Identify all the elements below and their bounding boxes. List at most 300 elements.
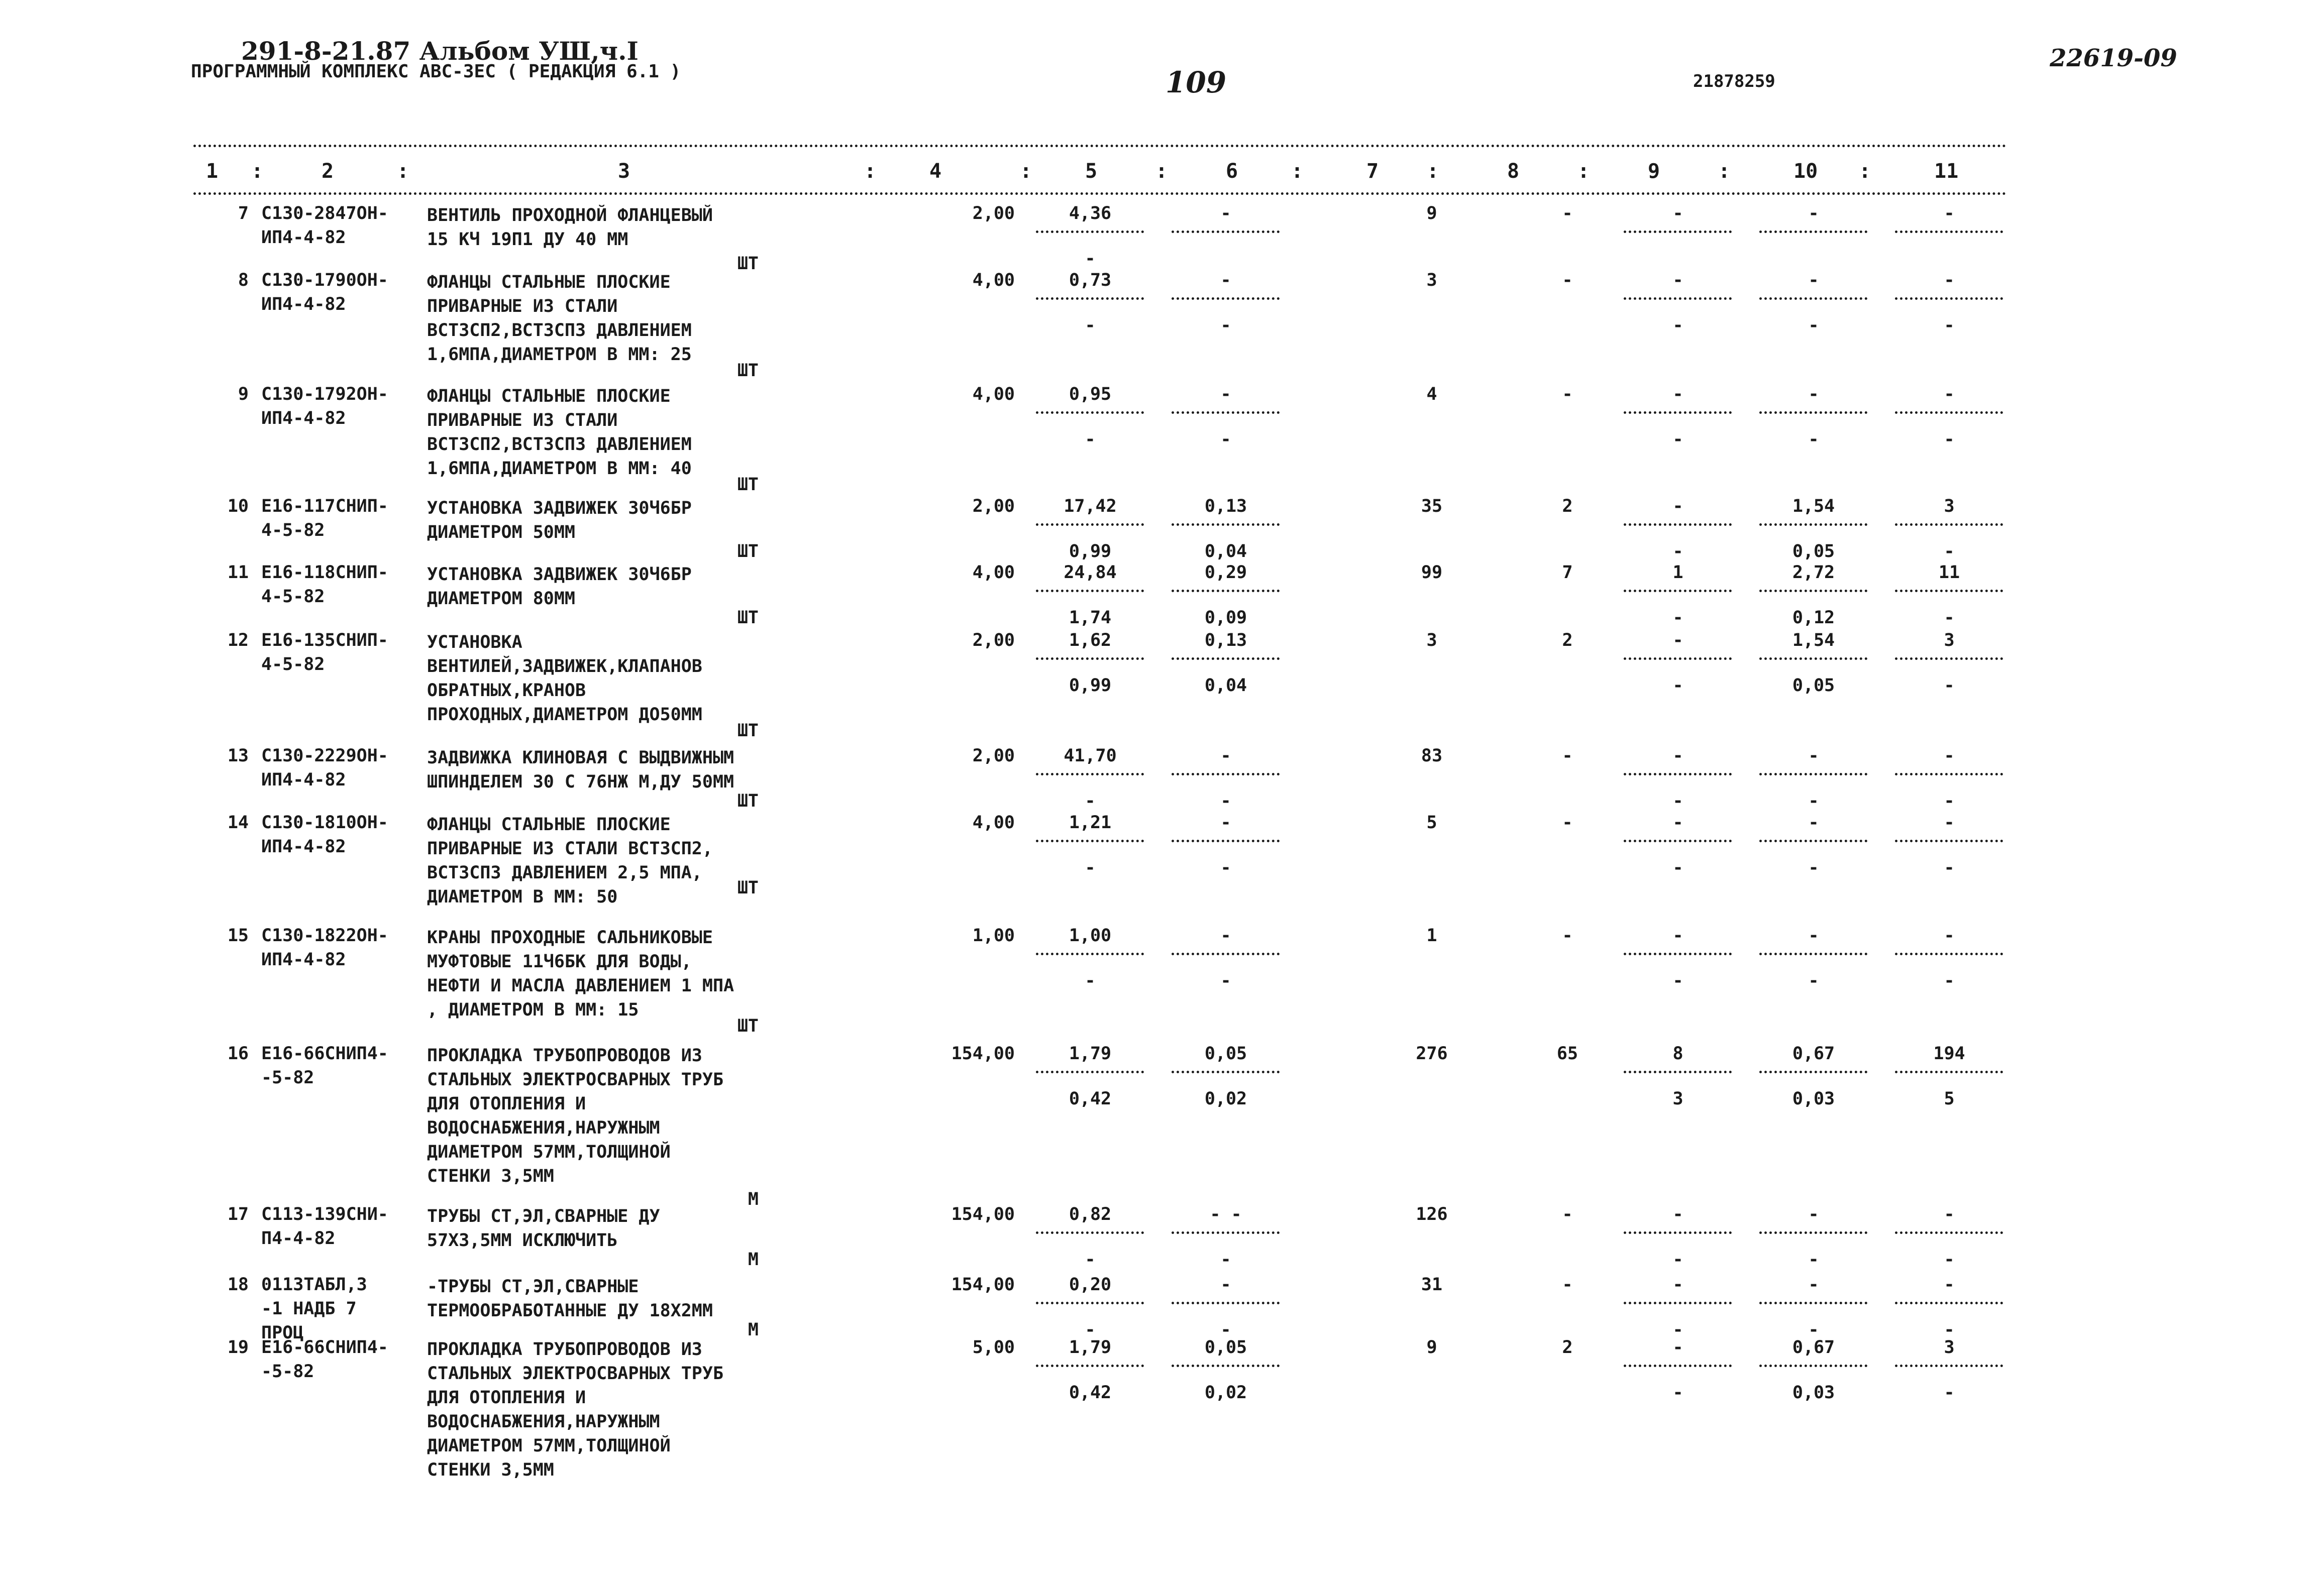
item-c10-bottom: 0,05 bbox=[1792, 675, 1835, 696]
item-c11-top: - bbox=[1944, 203, 1955, 223]
col-separator: : bbox=[1577, 160, 1590, 183]
item-c10-bottom: - bbox=[1808, 1320, 1819, 1340]
item-c8: - bbox=[1562, 270, 1573, 290]
col-header-5: 5 bbox=[1085, 160, 1098, 183]
cell-divider-line bbox=[1895, 523, 2003, 526]
item-c6-bottom: 0,04 bbox=[1204, 675, 1247, 696]
item-c11-top: - bbox=[1944, 813, 1955, 833]
cell-divider-line bbox=[1759, 1231, 1867, 1234]
item-number: 18 bbox=[227, 1275, 249, 1295]
item-c11-bottom: - bbox=[1944, 1383, 1955, 1403]
cell-divider-line bbox=[1624, 1365, 1732, 1367]
item-c10-bottom: 0,03 bbox=[1792, 1383, 1835, 1403]
item-c10-top: - bbox=[1808, 746, 1819, 766]
item-c5-bottom: - bbox=[1085, 429, 1096, 449]
item-c11-bottom: - bbox=[1944, 429, 1955, 449]
cell-divider-line bbox=[1172, 297, 1280, 300]
item-c9-top: - bbox=[1672, 1204, 1683, 1224]
cell-divider-line bbox=[1036, 1302, 1144, 1304]
item-c8: - bbox=[1562, 813, 1573, 833]
item-c6-top: - bbox=[1220, 270, 1231, 290]
cell-divider-line bbox=[1036, 953, 1144, 955]
item-c6-bottom: - bbox=[1220, 791, 1231, 811]
item-c9-top: - bbox=[1672, 926, 1683, 946]
item-unit: ШТ bbox=[737, 254, 759, 274]
item-c9-top: - bbox=[1672, 203, 1683, 223]
cell-divider-line bbox=[1624, 953, 1732, 955]
item-c11-bottom: - bbox=[1944, 1320, 1955, 1340]
item-c11-bottom: - bbox=[1944, 791, 1955, 811]
handwritten-stamp-number: 22619-09 bbox=[2050, 44, 2177, 72]
cell-divider-line bbox=[1895, 231, 2003, 233]
cell-divider-line bbox=[1036, 840, 1144, 842]
item-c11-top: - bbox=[1944, 746, 1955, 766]
item-c5-top: 1,00 bbox=[1069, 926, 1112, 946]
item-quantity: 4,00 bbox=[972, 384, 1015, 404]
item-c5-top: 1,62 bbox=[1069, 630, 1112, 650]
item-c11-bottom: 5 bbox=[1944, 1089, 1955, 1109]
cell-divider-line bbox=[1172, 590, 1280, 592]
item-c10-top: - bbox=[1808, 1275, 1819, 1295]
item-code-line: -5-82 bbox=[261, 1362, 314, 1382]
item-unit: М bbox=[748, 1320, 759, 1340]
item-c5-bottom: 0,99 bbox=[1069, 675, 1112, 696]
item-unit: ШТ bbox=[737, 608, 759, 628]
item-c10-top: - bbox=[1808, 203, 1819, 223]
item-number: 14 bbox=[227, 813, 249, 833]
item-number: 11 bbox=[227, 562, 249, 583]
item-code: С130-1792ОН- bbox=[261, 384, 388, 404]
item-c7: 83 bbox=[1421, 746, 1443, 766]
cell-divider-line bbox=[1036, 1071, 1144, 1073]
item-c8: 2 bbox=[1562, 1337, 1573, 1358]
item-description: ФЛАНЦЫ СТАЛЬНЫЕ ПЛОСКИЕ ПРИВАРНЫЕ ИЗ СТАЛИ ВСТ3СП2, ВСТ3СП3 ДАВЛЕНИЕМ 2,5 МПА, ДИАМЕТРОМ В ММ: 50 bbox=[427, 815, 713, 907]
item-number: 9 bbox=[238, 384, 249, 404]
item-c9-bottom: - bbox=[1672, 971, 1683, 991]
item-number: 16 bbox=[227, 1044, 249, 1064]
item-c6-top: - bbox=[1220, 203, 1231, 223]
item-number: 10 bbox=[227, 496, 249, 516]
item-description: ВЕНТИЛЬ ПРОХОДНОЙ ФЛАНЦЕВЫЙ 15 КЧ 19П1 ДУ 40 ММ bbox=[427, 205, 713, 250]
cell-divider-line bbox=[1895, 953, 2003, 955]
item-code-line: 4-5-82 bbox=[261, 587, 325, 607]
item-quantity: 1,00 bbox=[972, 926, 1015, 946]
item-c9-top: - bbox=[1672, 1275, 1683, 1295]
cell-divider-line bbox=[1172, 1302, 1280, 1304]
item-c5-top: 1,21 bbox=[1069, 813, 1112, 833]
item-c5-bottom: - bbox=[1085, 1250, 1096, 1270]
item-code-line: ИП4-4-82 bbox=[261, 837, 346, 857]
item-c11-bottom: - bbox=[1944, 1250, 1955, 1270]
item-unit: М bbox=[748, 1250, 759, 1270]
item-c6-top: - bbox=[1220, 384, 1231, 404]
col-separator: : bbox=[1020, 160, 1032, 183]
item-c5-bottom: 0,42 bbox=[1069, 1089, 1112, 1109]
item-code-line: ИП4-4-82 bbox=[261, 228, 346, 248]
col-header-10: 10 bbox=[1793, 160, 1818, 183]
item-c6-bottom: 0,02 bbox=[1204, 1383, 1247, 1403]
item-code-line: П4-4-82 bbox=[261, 1228, 336, 1249]
item-description: ФЛАНЦЫ СТАЛЬНЫЕ ПЛОСКИЕ ПРИВАРНЫЕ ИЗ СТАЛИ ВСТ3СП2,ВСТ3СП3 ДАВЛЕНИЕМ 1,6МПА,ДИАМЕТРОМ В ММ: 40 bbox=[427, 386, 692, 479]
col-header-8: 8 bbox=[1507, 160, 1520, 183]
item-c7: 31 bbox=[1421, 1275, 1443, 1295]
document-code: 291-8-21.87 Альбом УШ,ч.I bbox=[241, 36, 639, 66]
item-c8: - bbox=[1562, 203, 1573, 223]
item-c8: - bbox=[1562, 746, 1573, 766]
item-c8: 7 bbox=[1562, 562, 1573, 583]
item-description: ЗАДВИЖКА КЛИНОВАЯ С ВЫДВИЖНЫМ ШПИНДЕЛЕМ 30 С 76НЖ М,ДУ 50ММ bbox=[427, 748, 734, 792]
page-number: 109 bbox=[1166, 65, 1227, 99]
cell-divider-line bbox=[1036, 523, 1144, 526]
item-c11-top: 3 bbox=[1944, 1337, 1955, 1358]
item-code-line: 4-5-82 bbox=[261, 520, 325, 540]
item-code: Е16-135СНИП- bbox=[261, 630, 388, 650]
col-header-3: 3 bbox=[618, 160, 630, 183]
item-description: ПРОКЛАДКА ТРУБОПРОВОДОВ ИЗ СТАЛЬНЫХ ЭЛЕКТРОСВАРНЫХ ТРУБ ДЛЯ ОТОПЛЕНИЯ И ВОДОСНАБЖЕНИЯ,НАРУЖНЫМ ДИАМЕТРОМ 57ММ,ТОЛЩИНОЙ СТЕНКИ 3,5ММ bbox=[427, 1046, 724, 1186]
item-c5-bottom: 1,74 bbox=[1069, 608, 1112, 628]
item-code: Е16-118СНИП- bbox=[261, 562, 388, 583]
cell-divider-line bbox=[1895, 590, 2003, 592]
item-c6-bottom: - bbox=[1220, 429, 1231, 449]
cell-divider-line bbox=[1172, 1231, 1280, 1234]
item-c7: 9 bbox=[1426, 1337, 1437, 1358]
cell-divider-line bbox=[1624, 1302, 1732, 1304]
item-unit: ШТ bbox=[737, 791, 759, 811]
item-description: УСТАНОВКА ЗАДВИЖЕК 30Ч6БР ДИАМЕТРОМ 50ММ bbox=[427, 498, 692, 542]
item-c10-top: - bbox=[1808, 926, 1819, 946]
item-c9-top: - bbox=[1672, 496, 1683, 516]
item-c7: 99 bbox=[1421, 562, 1443, 583]
item-c11-top: - bbox=[1944, 926, 1955, 946]
cell-divider-line bbox=[1036, 1365, 1144, 1367]
item-c9-bottom: - bbox=[1672, 608, 1683, 628]
item-code-line: ИП4-4-82 bbox=[261, 950, 346, 970]
item-c5-bottom: 0,99 bbox=[1069, 541, 1112, 561]
item-code: С130-1790ОН- bbox=[261, 270, 388, 290]
item-quantity: 154,00 bbox=[951, 1275, 1015, 1295]
item-c6-bottom: - bbox=[1220, 858, 1231, 878]
item-c8: - bbox=[1562, 1275, 1573, 1295]
item-c9-bottom: 3 bbox=[1672, 1089, 1683, 1109]
col-header-4: 4 bbox=[929, 160, 942, 183]
item-code-line: -5-82 bbox=[261, 1068, 314, 1088]
cell-divider-line bbox=[1759, 411, 1867, 414]
item-c10-bottom: 0,12 bbox=[1792, 608, 1835, 628]
col-separator: : bbox=[251, 160, 264, 183]
item-c11-top: - bbox=[1944, 1204, 1955, 1224]
cell-divider-line bbox=[1895, 1231, 2003, 1234]
item-c8: 2 bbox=[1562, 630, 1573, 650]
item-code-line: ИП4-4-82 bbox=[261, 770, 346, 790]
item-c8: 65 bbox=[1556, 1044, 1578, 1064]
cell-divider-line bbox=[1172, 953, 1280, 955]
item-c9-bottom: - bbox=[1672, 1383, 1683, 1403]
item-c9-top: - bbox=[1672, 1337, 1683, 1358]
item-c5-bottom: - bbox=[1085, 315, 1096, 335]
item-description: ФЛАНЦЫ СТАЛЬНЫЕ ПЛОСКИЕ ПРИВАРНЫЕ ИЗ СТАЛИ ВСТ3СП2,ВСТ3СП3 ДАВЛЕНИЕМ 1,6МПА,ДИАМЕТРОМ В ММ: 25 bbox=[427, 272, 692, 365]
table-top-rule bbox=[193, 145, 2007, 147]
item-number: 8 bbox=[238, 270, 249, 290]
item-c5-top: 0,95 bbox=[1069, 384, 1112, 404]
item-c7: 3 bbox=[1426, 630, 1437, 650]
item-c10-bottom: - bbox=[1808, 429, 1819, 449]
col-separator: : bbox=[1859, 160, 1871, 183]
program-title: ПРОГРАММНЫЙ КОМПЛЕКС АВС-ЗЕС ( РЕДАКЦИЯ 6.1 ) bbox=[191, 61, 681, 82]
cell-divider-line bbox=[1895, 773, 2003, 775]
col-separator: : bbox=[864, 160, 877, 183]
item-c7: 9 bbox=[1426, 203, 1437, 223]
item-c6-top: - bbox=[1220, 1275, 1231, 1295]
col-separator: : bbox=[1291, 160, 1304, 183]
cell-divider-line bbox=[1624, 840, 1732, 842]
cell-divider-line bbox=[1895, 1365, 2003, 1367]
item-code: Е16-66СНИП4- bbox=[261, 1337, 388, 1358]
item-c5-top: 17,42 bbox=[1064, 496, 1117, 516]
item-c9-top: - bbox=[1672, 630, 1683, 650]
cell-divider-line bbox=[1036, 773, 1144, 775]
item-c11-bottom: - bbox=[1944, 541, 1955, 561]
item-c10-bottom: 0,03 bbox=[1792, 1089, 1835, 1109]
item-c9-top: 1 bbox=[1672, 562, 1683, 583]
item-c10-top: - bbox=[1808, 1204, 1819, 1224]
item-c6-bottom: - bbox=[1220, 1320, 1231, 1340]
item-c6-top: 0,13 bbox=[1204, 496, 1247, 516]
cell-divider-line bbox=[1895, 1071, 2003, 1073]
item-c7: 4 bbox=[1426, 384, 1437, 404]
item-c7: 126 bbox=[1416, 1204, 1448, 1224]
item-c10-bottom: - bbox=[1808, 315, 1819, 335]
item-c10-bottom: - bbox=[1808, 791, 1819, 811]
cell-divider-line bbox=[1895, 840, 2003, 842]
cell-divider-line bbox=[1036, 657, 1144, 660]
item-quantity: 4,00 bbox=[972, 813, 1015, 833]
item-quantity: 154,00 bbox=[951, 1204, 1015, 1224]
item-c5-top: 41,70 bbox=[1064, 746, 1117, 766]
cell-divider-line bbox=[1036, 231, 1144, 233]
cell-divider-line bbox=[1624, 1231, 1732, 1234]
col-header-2: 2 bbox=[322, 160, 334, 183]
item-description: УСТАНОВКА ЗАДВИЖЕК 30Ч6БР ДИАМЕТРОМ 80ММ bbox=[427, 565, 692, 609]
item-code: С130-2847ОН- bbox=[261, 203, 388, 223]
item-c6-top: 0,05 bbox=[1204, 1044, 1247, 1064]
item-code-line: ИП4-4-82 bbox=[261, 294, 346, 314]
cell-divider-line bbox=[1624, 231, 1732, 233]
cell-divider-line bbox=[1759, 773, 1867, 775]
item-c5-bottom: - bbox=[1085, 791, 1096, 811]
item-code: Е16-66СНИП4- bbox=[261, 1044, 388, 1064]
cell-divider-line bbox=[1172, 840, 1280, 842]
cell-divider-line bbox=[1036, 297, 1144, 300]
item-number: 19 bbox=[227, 1337, 249, 1358]
cell-divider-line bbox=[1759, 840, 1867, 842]
col-header-6: 6 bbox=[1226, 160, 1238, 183]
cell-divider-line bbox=[1895, 657, 2003, 660]
item-c10-top: 1,54 bbox=[1792, 630, 1835, 650]
item-c6-bottom: 0,02 bbox=[1204, 1089, 1247, 1109]
cell-divider-line bbox=[1036, 411, 1144, 414]
cell-divider-line bbox=[1759, 590, 1867, 592]
item-quantity: 154,00 bbox=[951, 1044, 1015, 1064]
col-header-1: 1 bbox=[206, 160, 219, 183]
cell-divider-line bbox=[1895, 297, 2003, 300]
item-c6-bottom: - bbox=[1220, 1250, 1231, 1270]
cell-divider-line bbox=[1624, 590, 1732, 592]
item-code: С130-1810ОН- bbox=[261, 813, 388, 833]
cell-divider-line bbox=[1759, 523, 1867, 526]
item-number: 7 bbox=[238, 203, 249, 223]
cell-divider-line bbox=[1895, 1302, 2003, 1304]
item-c5-bottom: - bbox=[1085, 858, 1096, 878]
item-c10-top: 1,54 bbox=[1792, 496, 1835, 516]
item-c9-bottom: - bbox=[1672, 1320, 1683, 1340]
item-quantity: 4,00 bbox=[972, 270, 1015, 290]
item-c10-bottom: - bbox=[1808, 858, 1819, 878]
item-c6-top: 0,13 bbox=[1204, 630, 1247, 650]
item-c10-top: - bbox=[1808, 384, 1819, 404]
item-c9-top: 8 bbox=[1672, 1044, 1683, 1064]
item-c6-top: - bbox=[1220, 926, 1231, 946]
item-c5-top: 24,84 bbox=[1064, 562, 1117, 583]
cell-divider-line bbox=[1759, 1071, 1867, 1073]
cell-divider-line bbox=[1759, 953, 1867, 955]
item-c9-bottom: - bbox=[1672, 315, 1683, 335]
item-unit: ШТ bbox=[737, 361, 759, 381]
item-c10-bottom: 0,05 bbox=[1792, 541, 1835, 561]
item-c7: 1 bbox=[1426, 926, 1437, 946]
item-unit: ШТ bbox=[737, 475, 759, 495]
item-c6-top: - - bbox=[1210, 1204, 1242, 1224]
item-c5-top: 0,82 bbox=[1069, 1204, 1112, 1224]
col-separator: : bbox=[1155, 160, 1168, 183]
item-number: 15 bbox=[227, 926, 249, 946]
item-c11-top: - bbox=[1944, 1275, 1955, 1295]
item-c8: - bbox=[1562, 926, 1573, 946]
cell-divider-line bbox=[1036, 1231, 1144, 1234]
item-unit: ШТ bbox=[737, 1016, 759, 1036]
item-c9-bottom: - bbox=[1672, 675, 1683, 696]
item-c6-bottom: 0,09 bbox=[1204, 608, 1247, 628]
cell-divider-line bbox=[1759, 657, 1867, 660]
item-quantity: 5,00 bbox=[972, 1337, 1015, 1358]
document-number: 21878259 bbox=[1693, 71, 1775, 91]
item-c5-bottom: 0,42 bbox=[1069, 1383, 1112, 1403]
item-c11-bottom: - bbox=[1944, 315, 1955, 335]
item-c11-top: 11 bbox=[1938, 562, 1960, 583]
item-quantity: 2,00 bbox=[972, 746, 1015, 766]
item-c11-bottom: - bbox=[1944, 971, 1955, 991]
cell-divider-line bbox=[1759, 297, 1867, 300]
item-c6-top: 0,29 bbox=[1204, 562, 1247, 583]
item-description: УСТАНОВКА ВЕНТИЛЕЙ,ЗАДВИЖЕК,КЛАПАНОВ ОБРАТНЫХ,КРАНОВ ПРОХОДНЫХ,ДИАМЕТРОМ ДО50ММ bbox=[427, 632, 702, 725]
item-c11-top: 194 bbox=[1933, 1044, 1965, 1064]
item-c5-bottom: - bbox=[1085, 1320, 1096, 1340]
item-code-line: -1 НАДБ 7 bbox=[261, 1299, 357, 1319]
item-c5-top: 4,36 bbox=[1069, 203, 1112, 223]
cell-divider-line bbox=[1624, 523, 1732, 526]
cell-divider-line bbox=[1759, 231, 1867, 233]
item-c11-bottom: - bbox=[1944, 608, 1955, 628]
item-quantity: 4,00 bbox=[972, 562, 1015, 583]
item-c6-top: - bbox=[1220, 746, 1231, 766]
item-quantity: 2,00 bbox=[972, 203, 1015, 223]
item-number: 17 bbox=[227, 1204, 249, 1224]
col-separator: : bbox=[1718, 160, 1731, 183]
item-c7: 35 bbox=[1421, 496, 1443, 516]
item-c5-bottom: - bbox=[1085, 971, 1096, 991]
item-c6-bottom: - bbox=[1220, 315, 1231, 335]
item-code-line: ИП4-4-82 bbox=[261, 408, 346, 428]
col-header-11: 11 bbox=[1934, 160, 1959, 183]
item-description: КРАНЫ ПРОХОДНЫЕ САЛЬНИКОВЫЕ МУФТОВЫЕ 11Ч6БК ДЛЯ ВОДЫ, НЕФТИ И МАСЛА ДАВЛЕНИЕМ 1 МПА , ДИАМЕТРОМ В ММ: 15 bbox=[427, 928, 734, 1020]
item-c6-bottom: 0,04 bbox=[1204, 541, 1247, 561]
item-description: -ТРУБЫ СТ,ЭЛ,СВАРНЫЕ ТЕРМООБРАБОТАННЫЕ ДУ 18Х2ММ bbox=[427, 1277, 713, 1321]
item-c7: 276 bbox=[1416, 1044, 1448, 1064]
table-header-rule bbox=[193, 192, 2007, 195]
cell-divider-line bbox=[1759, 1365, 1867, 1367]
item-code: Е16-117СНИП- bbox=[261, 496, 388, 516]
item-c8: - bbox=[1562, 1204, 1573, 1224]
cell-divider-line bbox=[1759, 1302, 1867, 1304]
cell-divider-line bbox=[1624, 297, 1732, 300]
item-c6-bottom: - bbox=[1220, 971, 1231, 991]
item-c9-bottom: - bbox=[1672, 541, 1683, 561]
item-c10-top: 0,67 bbox=[1792, 1044, 1835, 1064]
item-quantity: 2,00 bbox=[972, 496, 1015, 516]
item-c5-top: 0,73 bbox=[1069, 270, 1112, 290]
item-c10-bottom: - bbox=[1808, 1250, 1819, 1270]
item-unit: М bbox=[748, 1189, 759, 1209]
item-c9-bottom: - bbox=[1672, 791, 1683, 811]
item-c6-top: - bbox=[1220, 813, 1231, 833]
cell-divider-line bbox=[1895, 411, 2003, 414]
item-c10-top: - bbox=[1808, 270, 1819, 290]
cell-divider-line bbox=[1624, 773, 1732, 775]
item-c9-top: - bbox=[1672, 813, 1683, 833]
item-c6-top: 0,05 bbox=[1204, 1337, 1247, 1358]
item-code: С113-139СНИ- bbox=[261, 1204, 388, 1224]
item-c9-bottom: - bbox=[1672, 858, 1683, 878]
item-quantity: 2,00 bbox=[972, 630, 1015, 650]
cell-divider-line bbox=[1624, 657, 1732, 660]
cell-divider-line bbox=[1624, 411, 1732, 414]
item-c10-bottom: - bbox=[1808, 971, 1819, 991]
item-c5-bottom: - bbox=[1085, 249, 1096, 269]
item-c10-top: 2,72 bbox=[1792, 562, 1835, 583]
cell-divider-line bbox=[1624, 1071, 1732, 1073]
item-c11-top: 3 bbox=[1944, 630, 1955, 650]
item-code: С130-1822ОН- bbox=[261, 926, 388, 946]
item-code: 0113ТАБЛ,3 bbox=[261, 1275, 367, 1295]
item-number: 13 bbox=[227, 746, 249, 766]
item-c9-top: - bbox=[1672, 384, 1683, 404]
item-c9-bottom: - bbox=[1672, 429, 1683, 449]
item-c7: 3 bbox=[1426, 270, 1437, 290]
cell-divider-line bbox=[1172, 231, 1280, 233]
item-c10-top: 0,67 bbox=[1792, 1337, 1835, 1358]
col-header-9: 9 bbox=[1648, 160, 1660, 183]
col-header-7: 7 bbox=[1366, 160, 1379, 183]
item-c8: - bbox=[1562, 384, 1573, 404]
item-c11-bottom: - bbox=[1944, 675, 1955, 696]
item-code-line: ПРОЦ bbox=[261, 1323, 304, 1343]
item-c9-top: - bbox=[1672, 270, 1683, 290]
item-code: С130-2229ОН- bbox=[261, 746, 388, 766]
col-separator: : bbox=[1427, 160, 1439, 183]
item-c11-top: - bbox=[1944, 270, 1955, 290]
item-c5-top: 1,79 bbox=[1069, 1337, 1112, 1358]
item-c8: 2 bbox=[1562, 496, 1573, 516]
item-c9-bottom: - bbox=[1672, 1250, 1683, 1270]
